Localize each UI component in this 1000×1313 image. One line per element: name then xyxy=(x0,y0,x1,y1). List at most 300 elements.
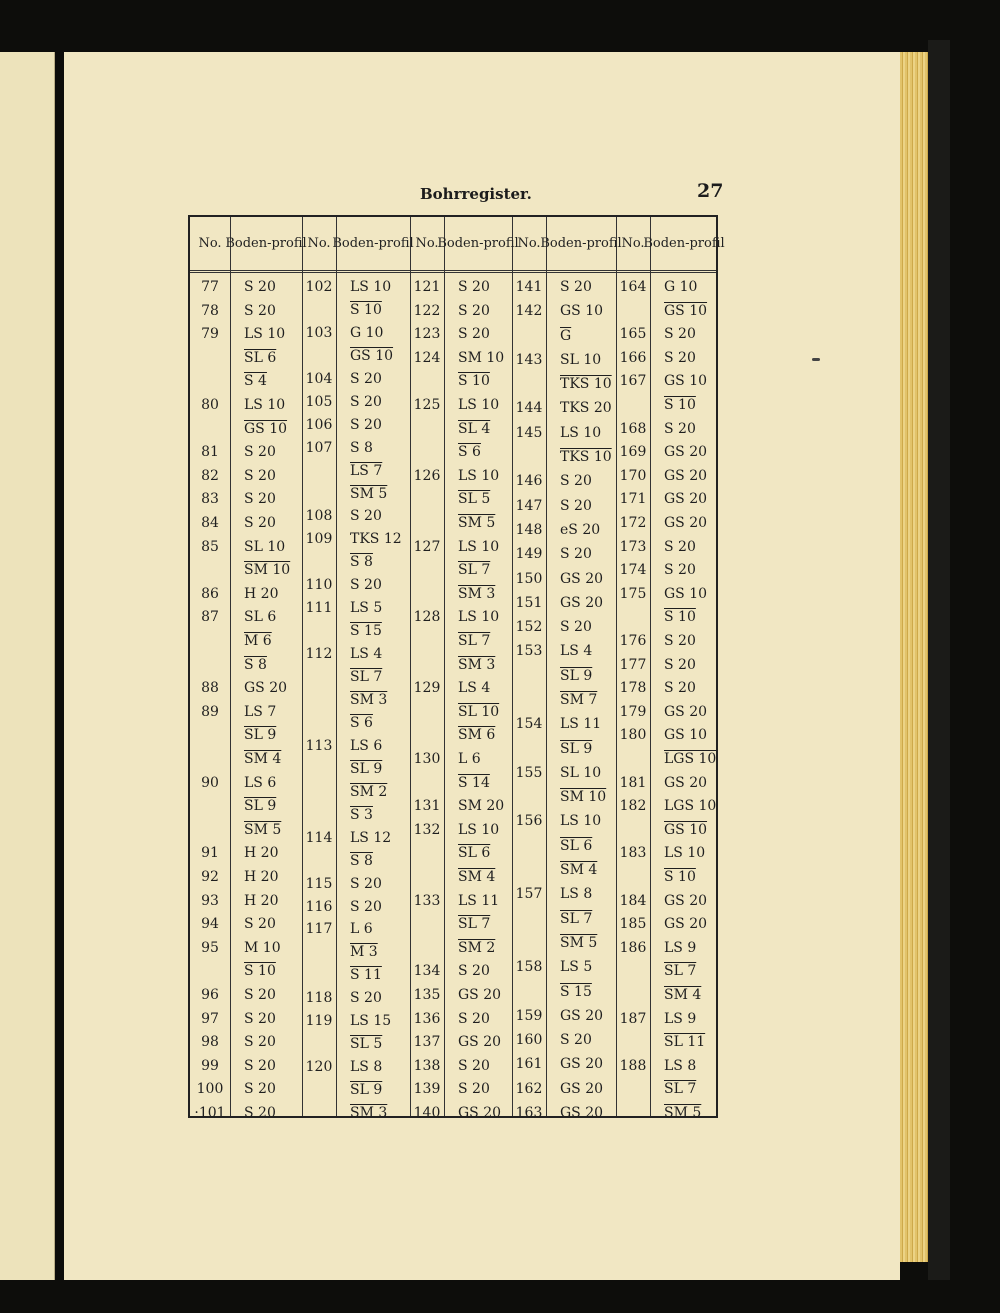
soil-profile-entry: GS 20 xyxy=(560,1007,604,1024)
entry-number: 163 xyxy=(515,1105,543,1121)
entry-number: 115 xyxy=(305,875,333,892)
soil-profile-entry: S 8 xyxy=(350,554,373,571)
entry-number: 126 xyxy=(413,467,441,484)
soil-profile-entry: S 8 xyxy=(350,852,373,869)
soil-profile-entry: SM 10 xyxy=(458,349,505,366)
soil-profile-entry: S 15 xyxy=(560,983,592,1000)
entry-number: 140 xyxy=(413,1105,441,1121)
entry-number: 187 xyxy=(619,1010,647,1027)
soil-profile-entry: SM 2 xyxy=(458,939,496,956)
soil-profile-entry: S 20 xyxy=(350,416,382,433)
soil-profile-entry: SM 3 xyxy=(350,1105,388,1121)
soil-profile-entry: S 20 xyxy=(560,1032,592,1049)
soil-profile-entry: LS 10 xyxy=(458,467,500,484)
entry-number: 145 xyxy=(515,424,543,441)
soil-profile-entry: S 20 xyxy=(664,326,696,343)
entry-number: 136 xyxy=(413,1010,441,1027)
soil-profile-entry: LS 4 xyxy=(350,646,383,663)
soil-profile-entry: S 20 xyxy=(560,279,592,295)
entry-number: 155 xyxy=(515,764,543,781)
soil-profile-entry: LS 10 xyxy=(560,813,602,830)
soil-profile-entry: SM 3 xyxy=(458,656,496,673)
header-rule xyxy=(190,270,716,273)
soil-profile-entry: S 20 xyxy=(664,538,696,555)
bohrregister-table xyxy=(188,215,725,1121)
soil-profile-entry: SL 6 xyxy=(560,837,593,854)
entry-number: 148 xyxy=(515,521,543,538)
entry-number: 142 xyxy=(515,303,543,320)
soil-profile-entry: GS 20 xyxy=(664,515,708,531)
entry-number: 83 xyxy=(201,491,219,508)
soil-profile-entry: LS 7 xyxy=(350,462,383,479)
entry-number: 95 xyxy=(201,939,219,956)
soil-profile-entry: GS 10 xyxy=(664,373,708,390)
entry-number: 88 xyxy=(201,680,219,697)
entry-number: 106 xyxy=(305,416,333,433)
soil-profile-entry: S 10 xyxy=(664,869,696,885)
entry-number: 143 xyxy=(515,351,543,368)
soil-profile-entry: S 6 xyxy=(350,714,373,731)
soil-profile-entry: GS 20 xyxy=(458,1034,502,1051)
soil-profile-entry: LS 10 xyxy=(244,397,286,413)
column-rule xyxy=(650,217,651,1116)
soil-profile-entry: SL 6 xyxy=(244,349,277,366)
header-no: No. xyxy=(198,235,222,251)
soil-profile-entry: GS 10 xyxy=(244,420,288,437)
soil-profile-entry: LS 10 xyxy=(664,845,706,862)
soil-profile-entry: S 20 xyxy=(560,619,592,636)
entry-number: 141 xyxy=(515,279,543,295)
soil-profile-entry: S 4 xyxy=(244,373,267,390)
soil-profile-entry: G 10 xyxy=(664,279,698,295)
soil-profile-entry: GS 20 xyxy=(244,680,288,697)
soil-profile-entry: GS 20 xyxy=(560,1080,604,1097)
soil-profile-entry: S 20 xyxy=(350,875,382,892)
soil-profile-entry: S 20 xyxy=(350,370,382,387)
entry-number: 100 xyxy=(196,1081,224,1098)
entry-number: 149 xyxy=(515,546,543,563)
entry-number: 133 xyxy=(413,892,441,909)
entry-number: 172 xyxy=(619,515,647,531)
header-no: No. xyxy=(307,235,331,251)
soil-profile-entry: S 20 xyxy=(244,1081,276,1098)
entry-number: 80 xyxy=(201,397,219,413)
soil-profile-entry: GS 20 xyxy=(664,892,708,909)
column-rule xyxy=(336,217,337,1116)
soil-profile-entry: TKS 20 xyxy=(560,400,612,417)
soil-profile-entry: S 20 xyxy=(560,473,592,490)
soil-profile-entry: M 10 xyxy=(244,939,281,956)
header-no: No. xyxy=(621,235,645,251)
soil-profile-entry: SL 11 xyxy=(664,1034,706,1051)
entry-number: 160 xyxy=(515,1032,543,1049)
soil-profile-entry: S 20 xyxy=(244,1105,276,1121)
soil-profile-entry: S 8 xyxy=(244,656,267,673)
entry-number: 124 xyxy=(413,349,441,366)
soil-profile-entry: SM 10 xyxy=(244,562,291,579)
soil-profile-entry: SL 10 xyxy=(560,764,602,781)
soil-profile-entry: S 6 xyxy=(458,444,481,461)
entry-number: 185 xyxy=(619,916,647,933)
entry-number: 166 xyxy=(619,349,647,366)
soil-profile-entry: SM 2 xyxy=(350,783,388,800)
soil-profile-entry: LS 10 xyxy=(458,538,500,555)
entry-number: 121 xyxy=(413,279,441,295)
soil-profile-entry: S 15 xyxy=(350,623,382,640)
entry-number: 147 xyxy=(515,497,543,514)
soil-profile-entry: SL 5 xyxy=(458,491,491,508)
entry-number: 146 xyxy=(515,473,543,490)
column-rule xyxy=(302,217,303,1116)
soil-profile-entry: S 10 xyxy=(350,301,382,318)
soil-profile-entry: S 10 xyxy=(664,609,696,626)
soil-profile-entry: S 20 xyxy=(664,680,696,697)
soil-profile-entry: S 20 xyxy=(458,963,490,980)
soil-profile-entry: LS 8 xyxy=(350,1059,383,1076)
soil-profile-entry: LS 10 xyxy=(560,424,602,441)
entry-number: 150 xyxy=(515,570,543,587)
entry-number: 119 xyxy=(305,1013,333,1030)
soil-profile-entry: SM 5 xyxy=(244,821,282,838)
header-no: No. xyxy=(517,235,541,251)
entry-number: 164 xyxy=(619,279,647,295)
soil-profile-entry: SM 5 xyxy=(350,485,388,502)
soil-profile-entry: S 20 xyxy=(244,1010,276,1027)
entry-number: 114 xyxy=(305,829,333,846)
entry-number: 175 xyxy=(619,585,647,602)
soil-profile-entry: GS 10 xyxy=(664,821,708,838)
soil-profile-entry: LS 7 xyxy=(244,703,277,720)
soil-profile-entry: GS 20 xyxy=(664,491,708,508)
entry-number: 162 xyxy=(515,1080,543,1097)
soil-profile-entry: H 20 xyxy=(244,585,279,602)
entry-number: 109 xyxy=(305,531,333,548)
soil-profile-entry: LS 6 xyxy=(350,737,383,754)
soil-profile-entry: GS 20 xyxy=(560,594,604,611)
soil-profile-entry: LS 6 xyxy=(244,774,277,791)
soil-profile-entry: LS 5 xyxy=(350,600,383,617)
entry-number: 151 xyxy=(515,594,543,611)
soil-profile-entry: S 20 xyxy=(244,1034,276,1051)
entry-number: 180 xyxy=(619,727,647,744)
margin-mark xyxy=(812,358,820,361)
soil-profile-entry: SL 7 xyxy=(350,669,383,686)
soil-profile-entry: S 20 xyxy=(350,898,382,915)
entry-number: 169 xyxy=(619,444,647,461)
soil-profile-entry: S 14 xyxy=(458,774,490,791)
entry-number: 89 xyxy=(201,703,219,720)
soil-profile-entry: SL 4 xyxy=(458,420,491,437)
left-page-edge xyxy=(0,52,55,1280)
soil-profile-entry: LS 9 xyxy=(664,939,697,956)
entry-number: 181 xyxy=(619,774,647,791)
column-rule xyxy=(546,217,547,1116)
soil-profile-entry: H 20 xyxy=(244,869,279,885)
entry-number: 131 xyxy=(413,798,441,815)
soil-profile-entry: S 20 xyxy=(664,562,696,579)
entry-number: 112 xyxy=(305,646,333,663)
soil-profile-entry: S 20 xyxy=(664,656,696,673)
entry-number: 139 xyxy=(413,1081,441,1098)
soil-profile-entry: S 20 xyxy=(350,577,382,594)
entry-number: 128 xyxy=(413,609,441,626)
soil-profile-entry: S 20 xyxy=(350,990,382,1007)
soil-profile-entry: LGS 10 xyxy=(664,798,717,815)
soil-profile-entry: S 20 xyxy=(350,393,382,410)
soil-profile-entry: GS 20 xyxy=(560,1105,604,1121)
soil-profile-entry: SM 3 xyxy=(458,585,496,602)
soil-profile-entry: SM 4 xyxy=(560,862,598,879)
soil-profile-entry: H 20 xyxy=(244,892,279,909)
entry-number: 168 xyxy=(619,420,647,437)
entry-number: 118 xyxy=(305,990,333,1007)
soil-profile-entry: LS 8 xyxy=(664,1057,697,1074)
soil-profile-entry: SL 10 xyxy=(560,351,602,368)
entry-number: 165 xyxy=(619,326,647,343)
page-number: 27 xyxy=(697,180,724,202)
soil-profile-entry: LS 4 xyxy=(458,680,491,697)
entry-number: 127 xyxy=(413,538,441,555)
soil-profile-entry: GS 20 xyxy=(664,467,708,484)
soil-profile-entry: SL 9 xyxy=(350,760,383,777)
soil-profile-entry: SM 20 xyxy=(458,798,505,815)
soil-profile-entry: S 20 xyxy=(664,349,696,366)
soil-profile-entry: LS 4 xyxy=(560,643,593,660)
column-rule xyxy=(444,217,445,1116)
soil-profile-entry: SM 3 xyxy=(350,692,388,708)
soil-profile-entry: SM 5 xyxy=(664,1105,702,1121)
soil-profile-entry: TKS 12 xyxy=(350,531,402,548)
entry-number: 81 xyxy=(201,444,219,461)
entry-number: 153 xyxy=(515,643,543,660)
soil-profile-entry: GS 20 xyxy=(664,703,708,720)
soil-profile-entry: LS 11 xyxy=(458,892,500,909)
soil-profile-entry: GS 20 xyxy=(458,987,502,1003)
soil-profile-entry: SM 6 xyxy=(458,727,496,744)
entry-number: 157 xyxy=(515,886,543,903)
entry-number: 84 xyxy=(201,515,219,531)
entry-number: 77 xyxy=(201,279,219,295)
soil-profile-entry: S 20 xyxy=(664,420,696,437)
soil-profile-entry: S 20 xyxy=(458,326,490,343)
soil-profile-entry: SL 9 xyxy=(244,798,277,815)
soil-profile-entry: TKS 10 xyxy=(560,376,612,393)
soil-profile-entry: GS 10 xyxy=(664,585,708,602)
entry-number: 174 xyxy=(619,562,647,579)
entry-number: 188 xyxy=(619,1057,647,1074)
entry-number: 110 xyxy=(305,577,333,594)
soil-profile-entry: GS 20 xyxy=(664,444,708,461)
soil-profile-entry: S 20 xyxy=(244,515,276,531)
soil-profile-entry: SL 7 xyxy=(560,910,593,927)
soil-profile-entry: LS 11 xyxy=(560,716,602,733)
soil-profile-entry: LS 10 xyxy=(350,279,392,295)
soil-profile-entry: SL 6 xyxy=(244,609,277,626)
soil-profile-entry: M 3 xyxy=(350,944,378,961)
entry-number: 154 xyxy=(515,716,543,733)
soil-profile-entry: SL 6 xyxy=(458,845,491,862)
soil-profile-entry: L 6 xyxy=(458,751,481,767)
soil-profile-entry: LGS 10 xyxy=(664,751,717,767)
entry-number: 87 xyxy=(201,609,219,626)
header-bodenprofil: Boden- profil xyxy=(540,235,622,251)
soil-profile-entry: SM 5 xyxy=(458,515,496,531)
soil-profile-entry: S 20 xyxy=(664,633,696,649)
entry-number: 184 xyxy=(619,892,647,909)
soil-profile-entry: GS 10 xyxy=(664,302,708,319)
soil-profile-entry: L 6 xyxy=(350,921,373,938)
entry-number: 137 xyxy=(413,1034,441,1051)
entry-number: 105 xyxy=(305,393,333,410)
entry-number: ·101 xyxy=(194,1105,226,1121)
entry-number: 173 xyxy=(619,538,647,555)
entry-number: 98 xyxy=(201,1034,219,1051)
entry-number: 123 xyxy=(413,326,441,343)
entry-number: 103 xyxy=(305,324,333,341)
soil-profile-entry: SL 7 xyxy=(458,562,491,579)
soil-profile-entry: S 20 xyxy=(560,546,592,563)
soil-profile-entry: SL 7 xyxy=(664,963,697,980)
header-bodenprofil: Boden- profil xyxy=(437,235,519,251)
soil-profile-entry: SL 7 xyxy=(664,1081,697,1098)
entry-number: 171 xyxy=(619,491,647,508)
soil-profile-entry: GS 10 xyxy=(350,347,394,364)
soil-profile-entry: S 20 xyxy=(244,491,276,508)
soil-profile-entry: SM 4 xyxy=(664,987,702,1003)
entry-number: 179 xyxy=(619,703,647,720)
entry-number: 129 xyxy=(413,680,441,697)
entry-number: 86 xyxy=(201,585,219,602)
soil-profile-entry: S 8 xyxy=(350,439,373,456)
entry-number: 156 xyxy=(515,813,543,830)
soil-profile-entry: S 20 xyxy=(560,497,592,514)
entry-number: 152 xyxy=(515,619,543,636)
entry-number: 104 xyxy=(305,370,333,387)
entry-number: 134 xyxy=(413,963,441,980)
entry-number: 92 xyxy=(201,869,219,885)
entry-number: 186 xyxy=(619,939,647,956)
soil-profile-entry: S 20 xyxy=(350,508,382,525)
entry-number: 144 xyxy=(515,400,543,417)
soil-profile-entry: S 20 xyxy=(244,1057,276,1074)
entry-number: 161 xyxy=(515,1056,543,1073)
soil-profile-entry: GS 20 xyxy=(560,1056,604,1073)
entry-number: 91 xyxy=(201,845,219,862)
entry-number: 117 xyxy=(305,921,333,938)
soil-profile-entry: SL 9 xyxy=(244,727,277,744)
soil-profile-entry: S 20 xyxy=(244,987,276,1003)
soil-profile-entry: SL 9 xyxy=(560,740,593,757)
entry-number: 102 xyxy=(305,279,333,295)
soil-profile-entry: SM 7 xyxy=(560,692,598,708)
soil-profile-entry: GS 20 xyxy=(664,916,708,933)
book-cover xyxy=(928,40,950,1280)
soil-profile-entry: H 20 xyxy=(244,845,279,862)
entry-number: 113 xyxy=(305,737,333,754)
soil-profile-entry: S 10 xyxy=(664,397,696,413)
header-bodenprofil: Boden- profil xyxy=(643,235,725,251)
entry-number: 111 xyxy=(305,600,333,617)
soil-profile-entry: SM 5 xyxy=(560,934,598,951)
entry-number: 122 xyxy=(413,302,441,319)
soil-profile-entry: SL 9 xyxy=(350,1082,383,1099)
page-edges xyxy=(900,52,928,1262)
soil-profile-entry: S 20 xyxy=(244,302,276,319)
soil-profile-entry: SL 10 xyxy=(244,538,286,555)
soil-profile-entry: SL 9 xyxy=(560,667,593,684)
soil-profile-entry: TKS 10 xyxy=(560,449,612,466)
soil-profile-entry: SL 5 xyxy=(350,1036,383,1053)
soil-profile-entry: eS 20 xyxy=(560,521,601,538)
entry-number: 93 xyxy=(201,892,219,909)
entry-number: 176 xyxy=(619,633,647,649)
soil-profile-entry: M 6 xyxy=(244,633,272,649)
soil-profile-entry: GS 10 xyxy=(664,727,708,744)
entry-number: 132 xyxy=(413,821,441,838)
soil-profile-entry: S 20 xyxy=(458,1081,490,1098)
entry-number: 130 xyxy=(413,751,441,767)
soil-profile-entry: S 10 xyxy=(244,963,276,980)
soil-profile-entry: S 20 xyxy=(244,279,276,295)
entry-number: 99 xyxy=(201,1057,219,1074)
entry-number: 108 xyxy=(305,508,333,525)
soil-profile-entry: G 10 xyxy=(350,324,384,341)
entry-number: 159 xyxy=(515,1007,543,1024)
soil-profile-entry: SL 7 xyxy=(458,916,491,933)
soil-profile-entry: S 3 xyxy=(350,806,373,823)
soil-profile-entry: LS 9 xyxy=(664,1010,697,1027)
soil-profile-entry: LS 5 xyxy=(560,959,593,976)
entry-number: 138 xyxy=(413,1057,441,1074)
column-rule xyxy=(230,217,231,1116)
entry-number: 178 xyxy=(619,680,647,697)
entry-number: 177 xyxy=(619,656,647,673)
soil-profile-entry: SL 7 xyxy=(458,633,491,649)
entry-number: 90 xyxy=(201,774,219,791)
soil-profile-entry: LS 12 xyxy=(350,829,392,846)
running-header: Bohrregister. xyxy=(420,185,532,203)
soil-profile-entry: LS 8 xyxy=(560,886,593,903)
entry-number: 158 xyxy=(515,959,543,976)
soil-profile-entry: SM 4 xyxy=(244,751,282,767)
soil-profile-entry: S 20 xyxy=(458,1010,490,1027)
entry-number: 116 xyxy=(305,898,333,915)
entry-number: 135 xyxy=(413,987,441,1003)
soil-profile-entry: GS 20 xyxy=(458,1105,502,1121)
header-bodenprofil: Boden- profil xyxy=(332,235,414,251)
soil-profile-entry: S 11 xyxy=(350,967,382,984)
soil-profile-entry: S 20 xyxy=(244,444,276,461)
soil-profile-entry: S 20 xyxy=(458,302,490,319)
soil-profile-entry: S 20 xyxy=(244,467,276,484)
entry-number: 107 xyxy=(305,439,333,456)
soil-profile-entry: GS 20 xyxy=(560,570,604,587)
entry-number: 97 xyxy=(201,1010,219,1027)
soil-profile-entry: LS 10 xyxy=(458,821,500,838)
soil-profile-entry: LS 15 xyxy=(350,1013,392,1030)
entry-number: 120 xyxy=(305,1059,333,1076)
entry-number: 79 xyxy=(201,326,219,343)
soil-profile-entry: LS 10 xyxy=(458,397,500,413)
soil-profile-entry: SM 4 xyxy=(458,869,496,885)
header-bodenprofil: Boden- profil xyxy=(225,235,307,251)
entry-number: 94 xyxy=(201,916,219,933)
entry-number: 96 xyxy=(201,987,219,1003)
soil-profile-entry: S 20 xyxy=(458,279,490,295)
soil-profile-entry: SL 10 xyxy=(458,703,500,720)
entry-number: 85 xyxy=(201,538,219,555)
header-no: No. xyxy=(415,235,439,251)
